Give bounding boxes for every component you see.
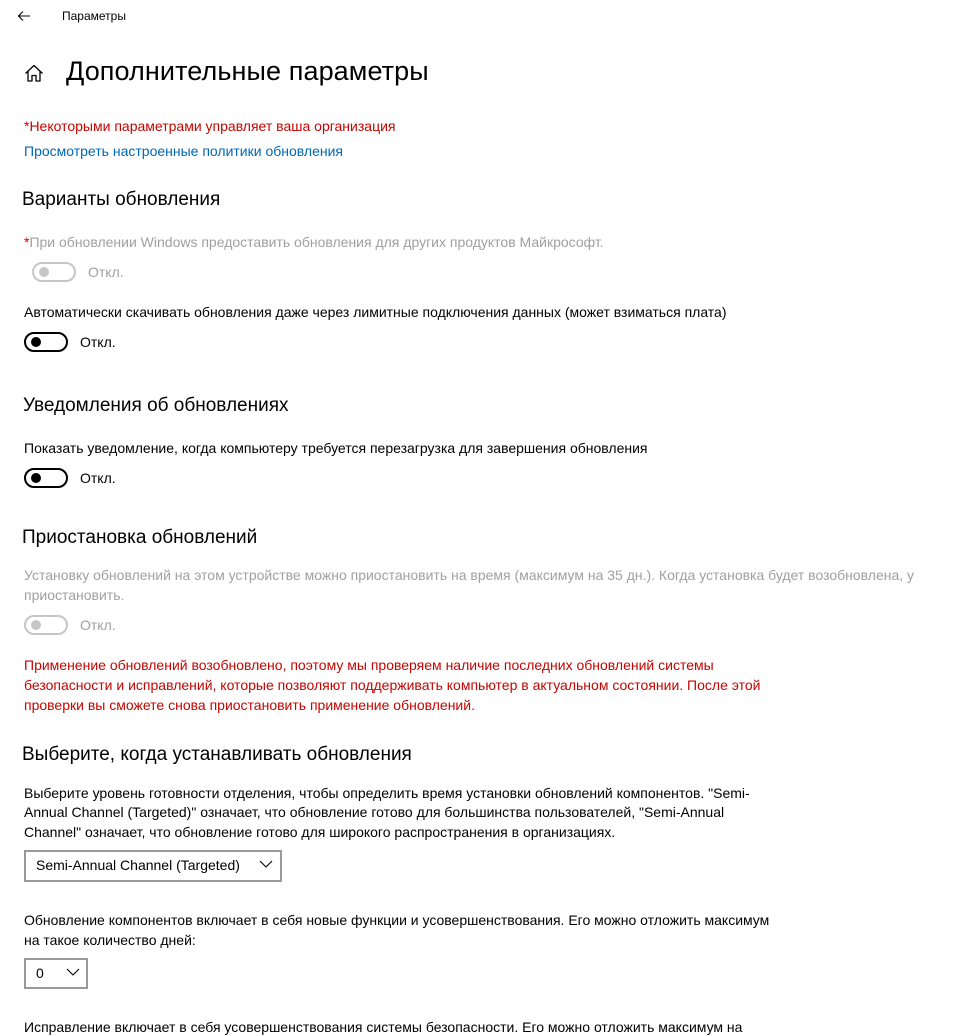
pause-description-line2: приостановить. bbox=[24, 587, 125, 603]
pause-warning-line3: проверки вы сможете снова приостановить применение обновлений. bbox=[24, 697, 475, 713]
channel-select-value: Semi-Annual Channel (Targeted) bbox=[36, 857, 240, 873]
view-policies-link[interactable]: Просмотреть настроенные политики обновления bbox=[24, 143, 343, 159]
restart-notice-toggle[interactable] bbox=[24, 468, 68, 488]
other-products-toggle[interactable] bbox=[32, 262, 76, 282]
quality-defer-line1: Исправление включает в себя усовершенствования системы безопасности. Его можно отложить максимум на bbox=[24, 1019, 743, 1035]
readiness-line3: Channel" означает, что обновление готово для широкого распространения в организациях. bbox=[24, 824, 616, 840]
readiness-line2: Annual Channel (Targeted)" означает, что обновление готово для большинства пользователей, "Semi-Annual bbox=[24, 804, 725, 820]
metered-download-state: Откл. bbox=[80, 334, 116, 350]
feature-defer-days-value: 0 bbox=[36, 965, 44, 981]
managed-by-organization-note: *Некоторыми параметрами управляет ваша организация bbox=[24, 118, 396, 134]
feature-defer-line1: Обновление компонентов включает в себя новые функции и усовершенствования. Его можно отложить максимум bbox=[24, 912, 770, 928]
pause-updates-toggle[interactable] bbox=[24, 615, 68, 635]
toggle-knob bbox=[31, 473, 41, 483]
pause-warning-line1: Применение обновлений возобновлено, поэтому мы проверяем наличие последних обновлений системы bbox=[24, 657, 714, 673]
channel-select[interactable] bbox=[24, 850, 282, 882]
pause-warning-line2: безопасности и исправлений, которые позволяют поддерживать компьютер в актуальном состоянии. После этой bbox=[24, 677, 761, 693]
restart-notice-label: Показать уведомление, когда компьютеру требуется перезагрузка для завершения обновления bbox=[24, 440, 648, 456]
page-title: Дополнительные параметры bbox=[66, 56, 429, 86]
toggle-knob bbox=[39, 267, 49, 277]
install-timing-heading: Выберите, когда устанавливать обновления bbox=[22, 744, 412, 765]
metered-download-label: Автоматически скачивать обновления даже через лимитные подключения данных (может взиматься плата) bbox=[24, 304, 727, 320]
toggle-knob bbox=[31, 620, 41, 630]
restart-notice-state: Откл. bbox=[80, 470, 116, 486]
chevron-down-icon bbox=[259, 859, 273, 869]
readiness-line1: Выберите уровень готовности отделения, чтобы определить время установки обновлений компонентов. "Semi- bbox=[24, 785, 750, 801]
managed-asterisk: * bbox=[24, 234, 30, 250]
back-button[interactable] bbox=[14, 6, 34, 26]
feature-defer-line2: на такое количество дней: bbox=[24, 932, 196, 948]
metered-download-toggle[interactable] bbox=[24, 332, 68, 352]
home-icon[interactable] bbox=[23, 62, 45, 84]
window-title: Параметры bbox=[62, 9, 126, 23]
pause-updates-heading: Приостановка обновлений bbox=[22, 527, 258, 548]
other-products-label bbox=[24, 234, 604, 250]
chevron-down-icon bbox=[66, 967, 80, 977]
feature-defer-days-select[interactable] bbox=[24, 958, 88, 989]
back-arrow-icon bbox=[17, 10, 31, 22]
pause-description-line1: Установку обновлений на этом устройстве можно приостановить на время (максимум на 35 дн.). Когда установка будет возобновлена, у bbox=[24, 567, 915, 583]
notifications-heading: Уведомления об обновлениях bbox=[23, 395, 289, 416]
toggle-knob bbox=[31, 337, 41, 347]
other-products-state: Откл. bbox=[88, 264, 124, 280]
pause-updates-state: Откл. bbox=[80, 617, 116, 633]
other-products-text: При обновлении Windows предоставить обновления для других продуктов Майкрософт. bbox=[29, 234, 604, 250]
update-options-heading: Варианты обновления bbox=[22, 189, 221, 210]
